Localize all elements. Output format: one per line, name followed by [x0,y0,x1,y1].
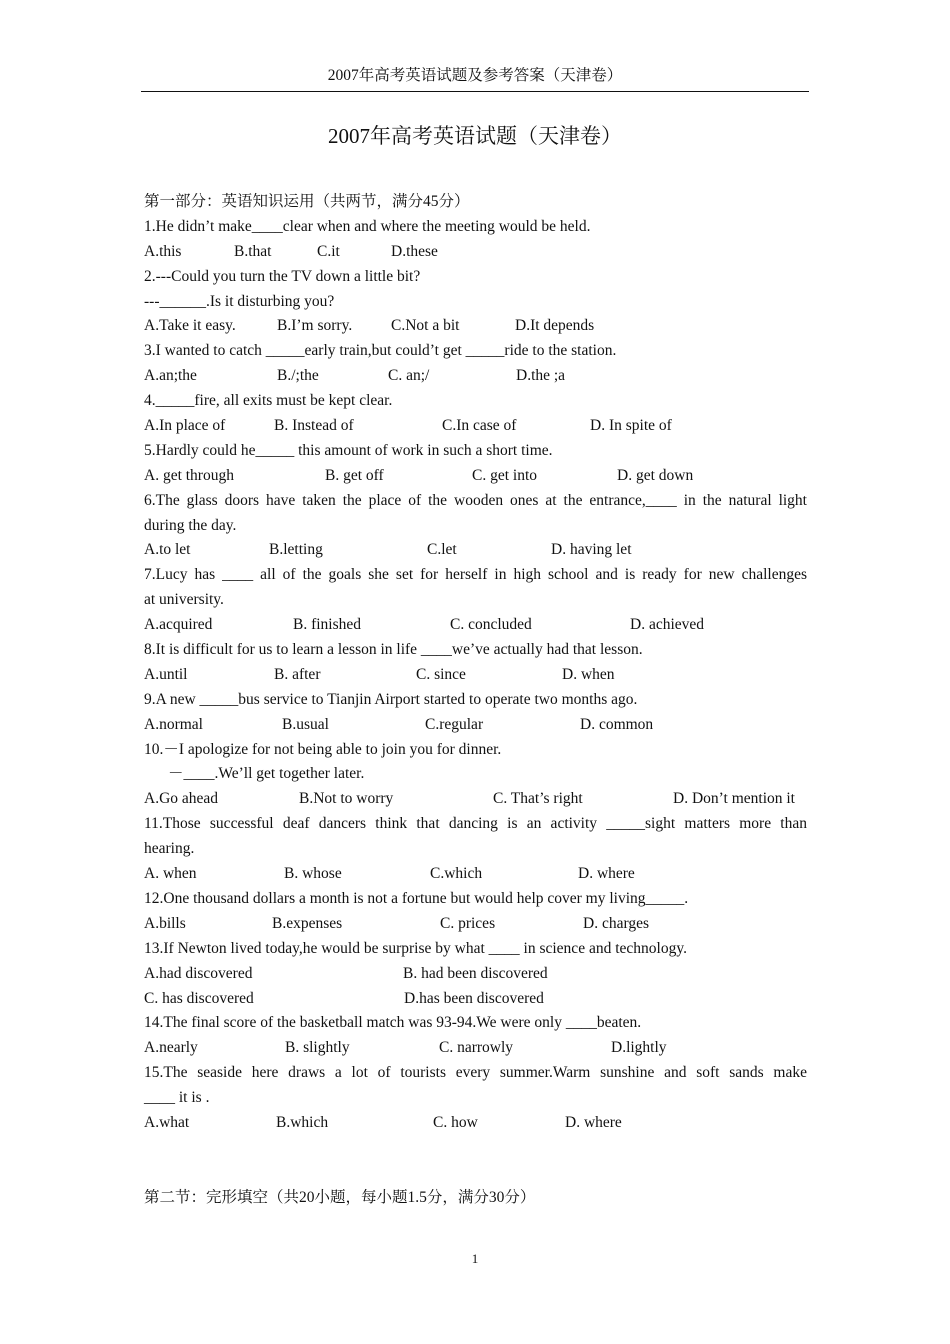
answer-options [144,414,807,439]
option-a: A.Take it easy. [144,317,236,335]
option-c: C.Not a bit [391,317,460,335]
question-stem: during the day. [144,516,237,534]
option-c: C. That’s right [493,790,583,808]
option-b: B.that [234,242,272,260]
option-b: B.I’m sorry. [277,317,353,335]
option-a: A.bills [144,914,186,932]
page-title: 2007年高考英语试题（天津卷） [328,124,622,148]
option-b: B. slightly [285,1039,350,1057]
question-stem: hearing. [144,840,195,858]
question-stem: ____ it is . [144,1089,210,1107]
option-c: C. prices [440,914,496,932]
answer-options [144,240,807,265]
question-stem: 6.The glass doors have taken the place of the wooden ones at the entrance,____ in the natural light [144,491,807,509]
option-b: B.Not to worry [299,790,394,808]
option-c: C.which [430,865,483,883]
option-d: D. charges [583,914,649,932]
answer-options [144,663,807,688]
option-c: C. since [416,665,466,683]
option-c: C.let [427,541,457,559]
question-stem: 3.I wanted to catch _____early train,but could’t get _____ride to the station. [144,342,617,360]
option-b: B.which [276,1113,329,1131]
question-stem: 2.---Could you turn the TV down a little bit? [144,267,421,285]
question-stem: 10.－I apologize for not being able to join you for dinner. [144,740,502,758]
question-stem: 7.Lucy has ____ all of the goals she set for herself in high school and is ready for new challenges [144,566,807,584]
option-c: C. an;/ [388,367,430,385]
option-c: C.it [317,242,340,260]
answer-options [144,912,807,937]
page-number: 1 [471,1251,479,1266]
option-b: B. after [274,665,321,683]
answer-options [144,987,807,1012]
question-stem: 9.A new _____bus service to Tianjin Airport started to operate two months ago. [144,690,638,708]
option-b: B./;the [277,367,319,385]
question-stem: 12.One thousand dollars a month is not a fortune but would help cover my living_____. [144,889,689,907]
section-spacer [144,1136,807,1186]
option-b: B.usual [282,715,329,733]
option-b: B. finished [293,616,362,634]
option-a: A. when [144,865,197,883]
question-stem: 15.The seaside here draws a lot of tourists every summer.Warm sunshine and soft sands make [144,1064,807,1082]
option-d: D. having let [551,541,632,559]
option-c: C. narrowly [439,1039,514,1057]
question-stem: 14.The final score of the basketball match was 93-94.We were only ____beaten. [144,1014,642,1032]
option-b: B.expenses [272,914,343,932]
question-stem: 5.Hardly could he_____ this amount of work in such a short time. [144,441,553,459]
option-d: D. achieved [630,616,705,634]
question-stem: 8.It is difficult for us to learn a lesson in life ____we’ve actually had that lesson. [144,641,643,659]
option-c: C.regular [425,715,484,733]
option-d: D.these [391,242,438,260]
option-c: C. how [433,1113,478,1131]
question-stem: 13.If Newton lived today,he would be surprise by what ____ in science and technology. [144,939,687,957]
option-d: D. common [580,715,654,733]
answer-options [144,364,807,389]
option-d: D. where [578,865,635,883]
option-b: B. whose [284,865,342,883]
question-stem: 1.He didn’t make____clear when and where the meeting would be held. [144,217,591,235]
running-header: 2007年高考英语试题及参考答案（天津卷） [327,67,623,84]
option-d: D. when [562,665,615,683]
option-a: A.Go ahead [144,790,219,808]
option-a: A.acquired [144,616,213,634]
option-d: D.the ;a [516,367,566,385]
option-d: D.has been discovered [404,989,544,1007]
option-a: A.to let [144,541,191,559]
option-d: D. Don’t mention it [673,790,795,808]
option-a: A.normal [144,715,203,733]
section-heading: 第一部分：英语知识运用（共两节，满分45分） [144,193,470,210]
option-a: A.In place of [144,417,226,435]
answer-options [144,314,807,339]
answer-options [144,538,807,563]
answer-options [144,962,807,987]
option-a: A.had discovered [144,964,253,982]
question-stem: －____.We’ll get together later. [168,765,365,783]
option-b: B. get off [325,466,384,484]
option-d: D.lightly [611,1039,667,1057]
header-rule [141,91,809,92]
answer-options [144,613,807,638]
option-a: A.until [144,665,188,683]
question-stem: 11.Those successful deaf dancers think that dancing is an activity _____sight matters more than [144,815,807,833]
option-c: C. get into [472,466,538,484]
option-d: D. In spite of [590,417,672,435]
question-stem: 4._____fire, all exits must be kept clear. [144,392,393,410]
exam-body [144,190,807,1211]
question-stem: at university. [144,591,224,609]
option-a: A.this [144,242,182,260]
option-d: D. get down [617,466,694,484]
option-c: C. concluded [450,616,532,634]
option-b: B. Instead of [274,417,354,435]
option-d: D. where [565,1113,622,1131]
answer-options [144,1111,807,1136]
answer-options [144,787,807,812]
answer-options [144,464,807,489]
answer-options [144,862,807,887]
option-a: A. get through [144,466,234,484]
answer-options [144,713,807,738]
option-b: B.letting [269,541,323,559]
option-c: C. has discovered [144,989,254,1007]
option-c: C.In case of [442,417,517,435]
question-stem: ---______.Is it disturbing you? [144,292,335,310]
option-a: A.an;the [144,367,197,385]
section-heading: 第二节：完形填空（共20小题，每小题1.5分，满分30分） [144,1188,536,1206]
option-b: B. had been discovered [403,964,548,982]
option-d: D.It depends [515,317,595,335]
answer-options [144,1036,807,1061]
option-a: A.nearly [144,1039,198,1057]
option-a: A.what [144,1113,190,1131]
